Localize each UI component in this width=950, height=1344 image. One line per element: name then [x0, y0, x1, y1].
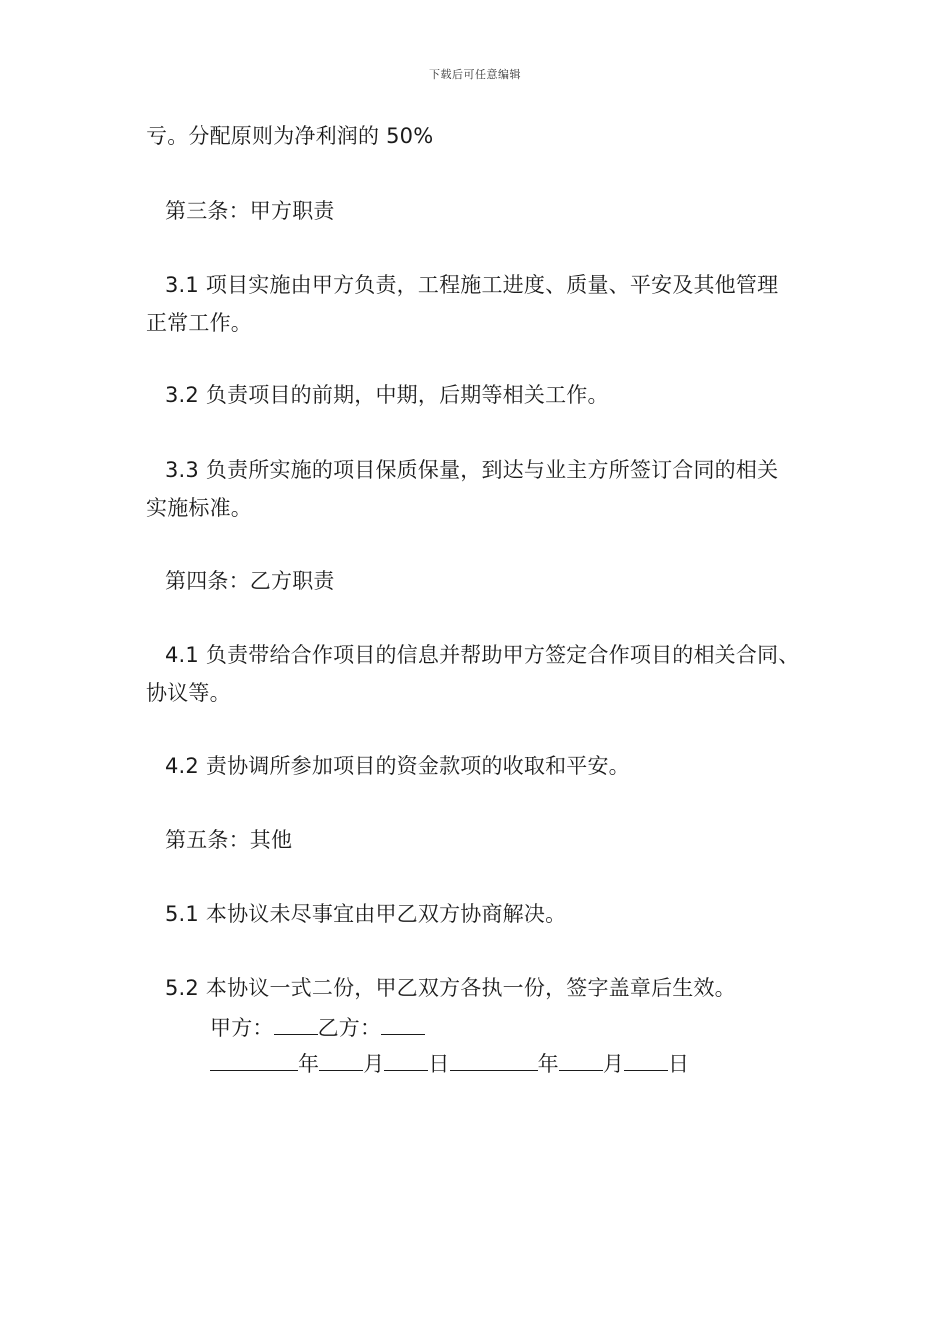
section-heading-4: 第四条：乙方职责 [165, 569, 335, 593]
month-label: 月 [602, 1052, 625, 1076]
party-a-year-blank [210, 1048, 298, 1071]
party-a-day-blank [384, 1048, 428, 1071]
section-heading-5: 第五条：其他 [165, 828, 293, 852]
party-a-label: 甲方： [210, 1016, 274, 1040]
clause-3-1-line-2: 正常工作。 [146, 311, 252, 335]
header-note: 下载后可任意编辑 [429, 68, 521, 81]
party-b-year-blank [450, 1048, 538, 1071]
clause-3-1-line-1: 3.1 项目实施由甲方负责，工程施工进度、质量、平安及其他管理 [165, 273, 779, 297]
clause-4-2: 4.2 责协调所参加项目的资金款项的收取和平安。 [165, 754, 630, 778]
party-b-blank [381, 1012, 425, 1035]
clause-3-3-line-2: 实施标准。 [146, 496, 252, 520]
clause-5-1: 5.1 本协议未尽事宜由甲乙双方协商解决。 [165, 902, 567, 926]
clause-3-2: 3.2 负责项目的前期，中期，后期等相关工作。 [165, 383, 609, 407]
party-b-month-blank [559, 1048, 603, 1071]
party-a-blank [274, 1012, 318, 1035]
party-a-month-blank [319, 1048, 363, 1071]
section-heading-3: 第三条：甲方职责 [165, 199, 335, 223]
day-label: 日 [428, 1052, 450, 1076]
clause-3-3-line-1: 3.3 负责所实施的项目保质保量，到达与业主方所签订合同的相关 [165, 458, 779, 482]
month-label: 月 [363, 1052, 385, 1076]
paragraph-line: 亏。分配原则为净利润的 50% [146, 124, 434, 148]
year-label: 年 [298, 1052, 320, 1076]
clause-4-1-line-2: 协议等。 [146, 681, 231, 705]
year-label: 年 [537, 1052, 559, 1076]
signature-parties-line [210, 1012, 425, 1043]
day-label: 日 [668, 1052, 690, 1076]
clause-4-1-line-1: 4.1 负责带给合作项目的信息并帮助甲方签定合作项目的相关合同、 [165, 643, 800, 667]
signature-dates-line [210, 1048, 689, 1079]
party-b-label: 乙方： [317, 1016, 382, 1040]
party-b-day-blank [624, 1048, 668, 1071]
clause-5-2: 5.2 本协议一式二份，甲乙双方各执一份，签字盖章后生效。 [165, 976, 736, 1000]
